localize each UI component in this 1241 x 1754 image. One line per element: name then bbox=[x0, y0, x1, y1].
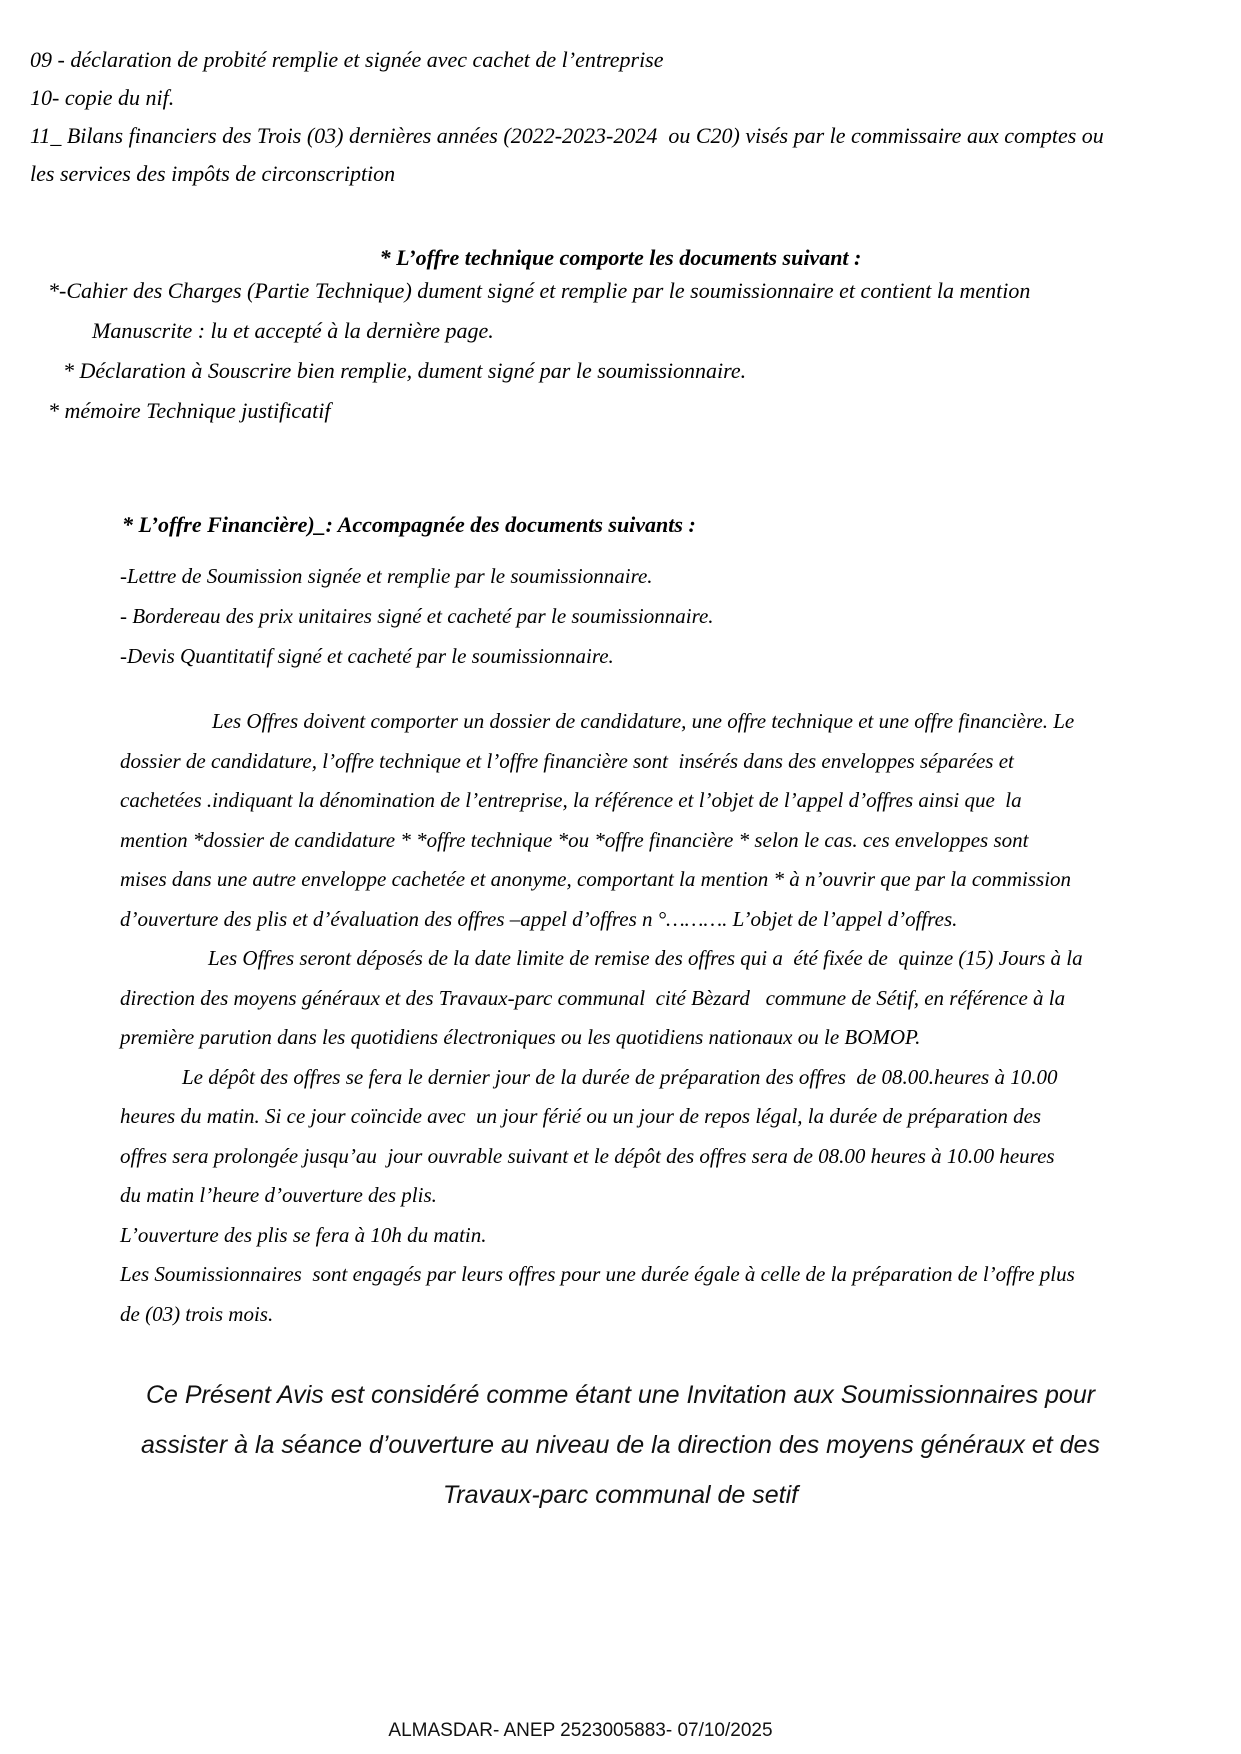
closing-notice-line: assister à la séance d’ouverture au niveau de la direction des moyens généraux et des bbox=[141, 1431, 1100, 1459]
body-line: mention *dossier de candidature * *offre technique *ou *offre financière * selon le cas. ces enveloppes sont bbox=[120, 827, 1029, 852]
body-line: première parution dans les quotidiens électroniques ou les quotidiens nationaux ou le BOMOP. bbox=[120, 1025, 921, 1049]
body-line: mises dans une autre enveloppe cachetée et anonyme, comportant la mention * à n’ouvrir que par la commission bbox=[120, 867, 1072, 891]
closing-notice bbox=[60, 1370, 1181, 1520]
body-line: de (03) trois mois. bbox=[120, 1301, 274, 1326]
financial-offer-heading: * L’offre Financière)_: Accompagnée des documents suivants : bbox=[122, 512, 696, 537]
body-line: Les Offres doivent comporter un dossier de candidature, une offre technique et une offre financière. Le bbox=[212, 709, 1075, 733]
body-line: cachetées .indiquant la dénomination de l’entreprise, la référence et l’objet de l’appel d’offres ainsi que la bbox=[120, 788, 1022, 812]
requirement-line: 09 - déclaration de probité remplie et signée avec cachet de l’entreprise bbox=[30, 47, 664, 72]
body-line: Les Soumissionnaires sont engagés par leurs offres pour une durée égale à celle de la préparation de l’offre plus bbox=[120, 1262, 1075, 1286]
body-line: heures du matin. Si ce jour coïncide avec un jour férié ou un jour de repos légal, la durée de préparation des bbox=[120, 1104, 1042, 1128]
financial-offer-list bbox=[120, 556, 1221, 676]
technical-offer-item: Manuscrite : lu et accepté à la dernière page. bbox=[92, 318, 494, 343]
technical-offer-item: * Déclaration à Souscrire bien remplie, dument signé par le soumissionnaire. bbox=[63, 358, 747, 383]
requirements-list bbox=[30, 41, 1221, 193]
body-line: L’ouverture des plis se fera à 10h du matin. bbox=[120, 1222, 487, 1247]
technical-offer-heading: * L’offre technique comporte les documents suivant : bbox=[379, 245, 862, 270]
financial-offer-item: -Lettre de Soumission signée et remplie par le soumissionnaire. bbox=[120, 564, 653, 588]
body-text bbox=[120, 702, 1211, 1334]
publication-footer: ALMASDAR- ANEP 2523005883- 07/10/2025 bbox=[388, 1720, 773, 1741]
financial-offer-item: -Devis Quantitatif signé et cacheté par le soumissionnaire. bbox=[120, 644, 614, 668]
body-line: d’ouverture des plis et d’évaluation des offres –appel d’offres n °………. L’objet de l’appel d’offres. bbox=[120, 906, 958, 931]
body-line: dossier de candidature, l’offre technique et l’offre financière sont insérés dans des enveloppes séparées et bbox=[120, 748, 1014, 773]
technical-offer-list bbox=[0, 271, 1221, 431]
body-line: Les Offres seront déposés de la date limite de remise des offres qui a été fixée de quinze (15) Jours à la bbox=[208, 946, 1083, 970]
body-line: Le dépôt des offres se fera le dernier jour de la durée de préparation des offres de 08.00.heures à 10.00 bbox=[182, 1064, 1058, 1089]
body-line: du matin l’heure d’ouverture des plis. bbox=[120, 1183, 437, 1207]
body-line: direction des moyens généraux et des Travaux-parc communal cité Bèzard commune de Sétif, en référence à la bbox=[120, 985, 1066, 1010]
closing-notice-line: Ce Présent Avis est considéré comme étant une Invitation aux Soumissionnaires pour bbox=[145, 1381, 1096, 1409]
body-line: offres sera prolongée jusqu’au jour ouvrable suivant et le dépôt des offres sera de 08.00 heures à 10.00 heures bbox=[120, 1143, 1055, 1168]
technical-offer-item: *-Cahier des Charges (Partie Technique) dument signé et remplie par le soumissionnaire et contient la mention bbox=[48, 278, 1031, 303]
requirement-line: 11_ Bilans financiers des Trois (03) dernières années (2022-2023-2024 ou C20) visés par le commissaire aux comptes ou bbox=[30, 123, 1104, 148]
financial-offer-item: - Bordereau des prix unitaires signé et cacheté par le soumissionnaire. bbox=[120, 604, 714, 628]
closing-notice-line: Travaux-parc communal de setif bbox=[442, 1481, 799, 1509]
requirement-line: 10- copie du nif. bbox=[30, 85, 175, 110]
requirement-line: les services des impôts de circonscription bbox=[30, 161, 396, 186]
technical-offer-item: * mémoire Technique justificatif bbox=[48, 398, 331, 423]
